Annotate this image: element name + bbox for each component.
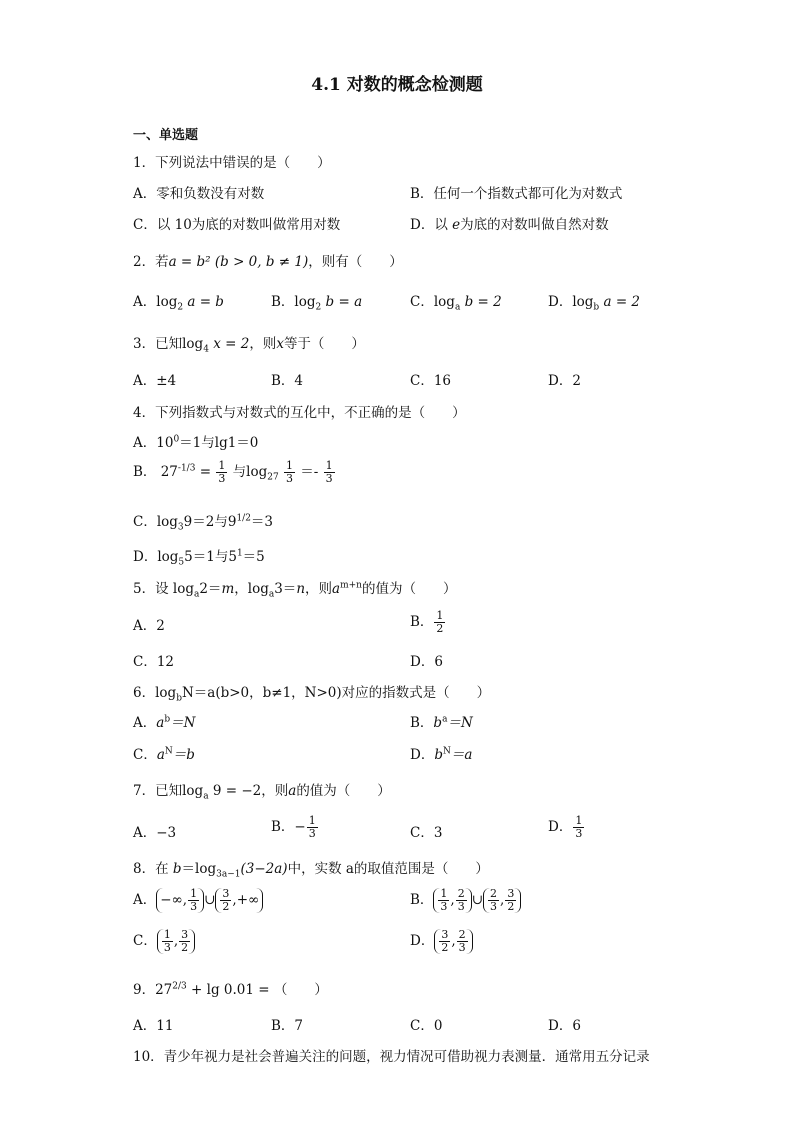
log: log — [156, 294, 178, 310]
label: C． — [133, 933, 157, 949]
q7-option-d[interactable] — [548, 815, 585, 840]
q5-option-b[interactable] — [410, 610, 446, 635]
log: log — [294, 294, 316, 310]
q6-option-a[interactable] — [133, 711, 195, 731]
denominator: 3 — [218, 472, 226, 485]
q5-option-c[interactable]: C．12 — [133, 654, 175, 670]
q9-option-d[interactable]: D．6 — [548, 1018, 581, 1034]
text: C．log — [133, 514, 178, 530]
label: B． — [410, 715, 434, 731]
q1-option-a[interactable]: A．零和负数没有对数 — [133, 186, 265, 202]
math: (3−2a) — [240, 861, 288, 877]
q3-option-b[interactable]: B．4 — [271, 373, 304, 389]
question-7-stem — [133, 779, 391, 802]
base: a — [203, 791, 209, 802]
numerator: 1 — [163, 928, 171, 941]
math: a = 2 — [599, 294, 641, 310]
text: N＝a(b>0，b≠1，N>0)对应的指数式是（ ） — [181, 685, 491, 701]
math-var: b — [172, 861, 182, 877]
text: 等于（ ） — [283, 336, 365, 352]
fraction — [457, 929, 468, 954]
label: B． — [410, 614, 434, 630]
numerator: 2 — [458, 928, 466, 941]
text: 的值为（ ） — [361, 581, 457, 597]
interval: $\frac{1}{3}$ , $\frac{3}{2}$ — [157, 929, 195, 954]
numerator: 1 — [325, 459, 333, 472]
q9-option-a[interactable]: A．11 — [133, 1018, 174, 1034]
text: A．10 — [133, 435, 174, 451]
math-var: a — [288, 783, 297, 799]
math-var: a — [332, 581, 341, 597]
log: log — [182, 783, 204, 799]
text: ，则 — [261, 783, 289, 799]
text: 为底的对数叫做自然对数 — [460, 217, 609, 233]
denominator: 2 — [441, 941, 449, 954]
q3-option-c[interactable]: C．16 — [410, 373, 452, 389]
numerator: 1 — [575, 814, 583, 827]
log: log — [572, 294, 594, 310]
math-var: b — [434, 747, 443, 763]
math-var: a — [156, 715, 165, 731]
math-var: x — [276, 336, 284, 352]
fraction — [216, 460, 227, 485]
numerator: 1 — [436, 609, 444, 622]
denominator: 2 — [507, 900, 515, 913]
numerator: 1 — [308, 814, 316, 827]
text: 的值为（ ） — [296, 783, 391, 799]
text: ，则有（ ） — [308, 254, 403, 270]
exponent: -1/3 — [177, 463, 196, 474]
q2-option-c[interactable] — [410, 290, 502, 313]
base: 27 — [155, 982, 173, 998]
numerator: 2 — [490, 887, 498, 900]
label: D． — [548, 819, 573, 835]
exponent: N — [164, 746, 173, 757]
q5-option-a[interactable]: A．2 — [133, 618, 165, 634]
numerator: 3 — [507, 887, 515, 900]
q7-option-b[interactable] — [271, 815, 319, 840]
text: 3．已知 — [133, 336, 183, 352]
text: 5．设 log — [133, 581, 194, 597]
q8-option-d[interactable] — [410, 929, 473, 954]
denominator: 3 — [457, 900, 465, 913]
text: 2＝ — [199, 581, 222, 597]
q4-option-d[interactable] — [133, 545, 265, 568]
union: ∪ — [471, 892, 484, 908]
exponent: a — [442, 714, 448, 725]
math: ＝b — [172, 747, 195, 763]
log: log — [433, 294, 455, 310]
math: + lg 0.01 = — [186, 982, 274, 998]
base: a — [268, 589, 275, 600]
math-var: e — [452, 217, 461, 233]
question-9-stem — [133, 978, 328, 998]
denominator: 2 — [222, 900, 230, 913]
denominator: 3 — [163, 941, 171, 954]
q1-option-c[interactable]: C．以 10为底的对数叫做常用对数 — [133, 217, 341, 233]
label: B．− — [271, 819, 306, 835]
numerator: 1 — [218, 459, 226, 472]
q2-option-a[interactable] — [133, 290, 224, 313]
math: a = b — [183, 294, 224, 310]
text: ＝log — [181, 861, 217, 877]
fraction — [434, 610, 445, 635]
base: b — [176, 693, 182, 704]
fraction — [284, 460, 295, 485]
exponent: 1/2 — [236, 513, 251, 524]
label: B． — [133, 464, 157, 480]
page-title: 4.1 对数的概念检测题 — [311, 75, 483, 95]
text: 3＝ — [274, 581, 297, 597]
math: b = 2 — [460, 294, 502, 310]
q5-option-d[interactable]: D．6 — [410, 654, 443, 670]
union: ∪ — [204, 892, 216, 908]
denominator: 2 — [181, 941, 189, 954]
denominator: 3 — [440, 900, 448, 913]
q2-option-b[interactable] — [271, 290, 363, 313]
interval: $\frac{2}{3}$ , $\frac{3}{2}$ — [483, 888, 521, 913]
exponent: N — [442, 746, 451, 757]
math-var: m — [221, 581, 235, 597]
log: log — [182, 336, 204, 352]
text: 6．log — [133, 685, 177, 701]
fraction — [179, 929, 190, 954]
q4-option-c[interactable] — [133, 510, 274, 533]
q2-option-d[interactable] — [548, 290, 641, 313]
label: D． — [410, 933, 435, 949]
label: D． — [548, 294, 573, 310]
base: 3a−1 — [216, 869, 241, 880]
question-1-stem: 1．下列说法中错误的是（ ） — [133, 155, 331, 171]
q6-option-d[interactable] — [410, 743, 472, 763]
denominator: 3 — [325, 472, 333, 485]
q6-option-b[interactable] — [410, 711, 473, 731]
interval: $\frac{1}{3}$ , $\frac{2}{3}$ — [433, 888, 471, 913]
numerator: 2 — [457, 887, 465, 900]
fraction — [488, 888, 499, 913]
label: A． — [133, 294, 157, 310]
math: x = 2 — [208, 336, 250, 352]
numerator: 1 — [440, 887, 448, 900]
question-5-stem — [133, 577, 457, 600]
interval — [156, 888, 204, 913]
text: 9． — [133, 982, 156, 998]
denominator: 3 — [285, 472, 293, 485]
text: D．log — [133, 549, 179, 565]
math: b = a — [321, 294, 363, 310]
q1-option-d[interactable] — [410, 213, 609, 233]
math: ＝a — [450, 747, 473, 763]
base: 5 — [178, 557, 185, 568]
text: （ ） — [273, 982, 328, 998]
fraction — [162, 929, 173, 954]
fraction — [188, 888, 199, 913]
text: ，log — [234, 581, 269, 597]
base: b — [593, 302, 600, 313]
numerator: 1 — [190, 887, 198, 900]
fraction — [505, 888, 516, 913]
label: B． — [271, 294, 295, 310]
q8-option-b[interactable] — [410, 888, 521, 913]
text: −∞, — [160, 892, 188, 908]
fraction — [307, 815, 318, 840]
q8-option-c[interactable] — [133, 929, 195, 954]
q8-option-a[interactable] — [133, 888, 263, 913]
denominator: 3 — [490, 900, 498, 913]
numerator: 3 — [441, 928, 449, 941]
question-10-stem: 10．青少年视力是社会普遍关注的问题，视力情况可借助视力表测量．通常用五分记录 — [133, 1049, 650, 1065]
text: ＝1与lg1＝0 — [179, 435, 259, 451]
text: 2．若 — [133, 254, 169, 270]
question-8-stem — [133, 857, 489, 880]
q3-option-d[interactable]: D．2 — [548, 373, 581, 389]
fraction — [438, 888, 449, 913]
q6-option-c[interactable] — [133, 743, 195, 763]
question-2-stem — [133, 250, 403, 270]
math: 9 = −2 — [208, 783, 262, 799]
base: a — [454, 302, 461, 313]
text: 与log — [232, 464, 268, 480]
denominator: 3 — [190, 900, 198, 913]
label: C． — [133, 747, 157, 763]
q3-option-a[interactable]: A．±4 — [133, 373, 177, 389]
math-expr: a = b² (b > 0, b ≠ 1) — [168, 254, 309, 270]
denominator: 3 — [458, 941, 466, 954]
label: A． — [133, 715, 157, 731]
q1-option-b[interactable]: B．任何一个指数式都可化为对数式 — [410, 186, 623, 202]
fraction — [573, 815, 584, 840]
base: a — [193, 589, 200, 600]
label: C． — [410, 294, 434, 310]
q7-option-c[interactable]: C．3 — [410, 825, 443, 841]
text: ＝3 — [250, 514, 274, 530]
text: ＝5 — [242, 549, 265, 565]
label: D． — [410, 747, 435, 763]
exponent: 2/3 — [172, 981, 187, 992]
question-4-stem: 4．下列指数式与对数式的互化中，不正确的是（ ） — [133, 405, 466, 421]
eq: = — [195, 464, 216, 480]
interval — [215, 888, 263, 913]
text: 9＝2与9 — [183, 514, 237, 530]
exponent: m+n — [340, 580, 362, 591]
denominator: 3 — [308, 827, 316, 840]
text: ＝- — [300, 464, 319, 480]
fraction — [324, 460, 335, 485]
math-var: b — [433, 715, 443, 731]
exponent: b — [164, 714, 171, 725]
math: ＝N — [170, 715, 196, 731]
numerator: 1 — [285, 459, 293, 472]
numerator: 3 — [222, 887, 230, 900]
math: ＝N — [447, 715, 473, 731]
text: ，则 — [249, 336, 277, 352]
text: 5＝1与5 — [184, 549, 237, 565]
question-3-stem — [133, 332, 365, 355]
fraction — [439, 929, 450, 954]
math-var: a — [156, 747, 165, 763]
base: 27 — [267, 472, 279, 483]
exponent: 0 — [173, 434, 180, 445]
base: 3 — [177, 522, 184, 533]
numerator: 3 — [181, 928, 189, 941]
base: 2 — [177, 302, 184, 313]
text: 7．已知 — [133, 783, 183, 799]
interval: $\frac{3}{2}$ , $\frac{2}{3}$ — [434, 929, 472, 954]
base: 27 — [160, 464, 178, 480]
q4-option-a[interactable] — [133, 431, 258, 451]
exponent: 1 — [236, 548, 243, 559]
fraction — [220, 888, 231, 913]
text: 8．在 — [133, 861, 173, 877]
text: 中，实数 a的取值范围是（ ） — [287, 861, 489, 877]
label: A． — [133, 892, 157, 908]
base: 4 — [203, 344, 209, 355]
text: ，则 — [305, 581, 333, 597]
math-var: n — [296, 581, 306, 597]
q9-option-c[interactable]: C．0 — [410, 1018, 443, 1034]
question-6-stem — [133, 681, 491, 704]
q7-option-a[interactable]: A．−3 — [133, 825, 177, 841]
fraction — [456, 888, 467, 913]
label: B． — [410, 892, 434, 908]
q9-option-b[interactable]: B．7 — [271, 1018, 304, 1034]
denominator: 2 — [436, 622, 444, 635]
denominator: 3 — [575, 827, 583, 840]
q4-option-b[interactable] — [133, 460, 336, 485]
section-heading: 一、单选题 — [133, 128, 199, 143]
base: 2 — [315, 302, 322, 313]
text: ,+∞ — [232, 892, 260, 908]
text: D．以 — [410, 217, 453, 233]
